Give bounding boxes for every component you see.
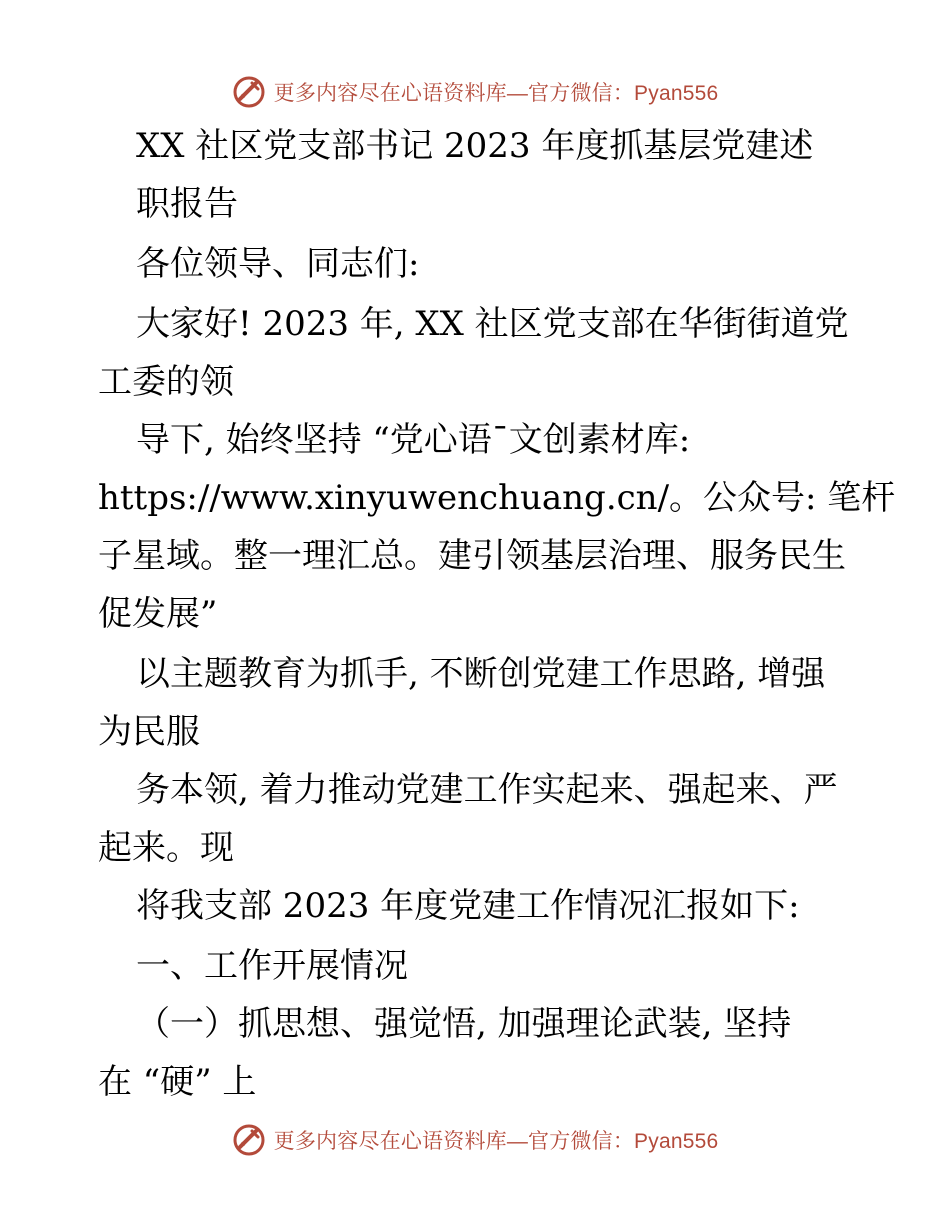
doc-line: 子星域。整一理汇总。建引领基层治理、服务民生 xyxy=(98,536,846,576)
doc-line: 将我支部 2023 年度党建工作情况汇报如下: xyxy=(136,886,800,926)
doc-line: 务本领, 着力推动党建工作实起来、强起来、严 xyxy=(136,770,838,810)
footer-watermark xyxy=(0,1120,950,1160)
doc-line: 以主题教育为抓手, 不断创党建工作思路, 增强 xyxy=(136,654,826,694)
doc-line: 为民服 xyxy=(98,712,200,752)
doc-line: 工委的领 xyxy=(98,362,234,402)
doc-line: 导下, 始终坚持 “党心语¯文创素材库: xyxy=(136,420,691,460)
doc-line: （一）抓思想、强觉悟, 加强理论武装, 坚持 xyxy=(136,1004,792,1044)
doc-line: XX 社区党支部书记 2023 年度抓基层党建述 xyxy=(136,126,814,166)
header-watermark-text: 更多内容尽在心语资料库—官方微信：Pyan556 xyxy=(273,82,719,105)
pen-logo-icon xyxy=(232,75,266,109)
doc-line: 职报告 xyxy=(136,184,238,224)
pen-logo-icon xyxy=(232,1123,266,1157)
doc-line: 各位领导、同志们: xyxy=(136,244,420,284)
header-watermark xyxy=(0,72,950,112)
doc-line: 一、工作开展情况 xyxy=(136,946,408,986)
doc-line: 促发展” xyxy=(98,594,218,634)
doc-line: 大家好! 2023 年, XX 社区党支部在华街街道党 xyxy=(136,304,849,344)
doc-line: 起来。现 xyxy=(98,828,234,868)
doc-line: 在 “硬” 上 xyxy=(98,1062,257,1102)
footer-watermark-text: 更多内容尽在心语资料库—官方微信：Pyan556 xyxy=(273,1130,719,1153)
doc-line: https://www.xinyuwenchuang.cn/。公众号: 笔杆 xyxy=(98,478,896,518)
